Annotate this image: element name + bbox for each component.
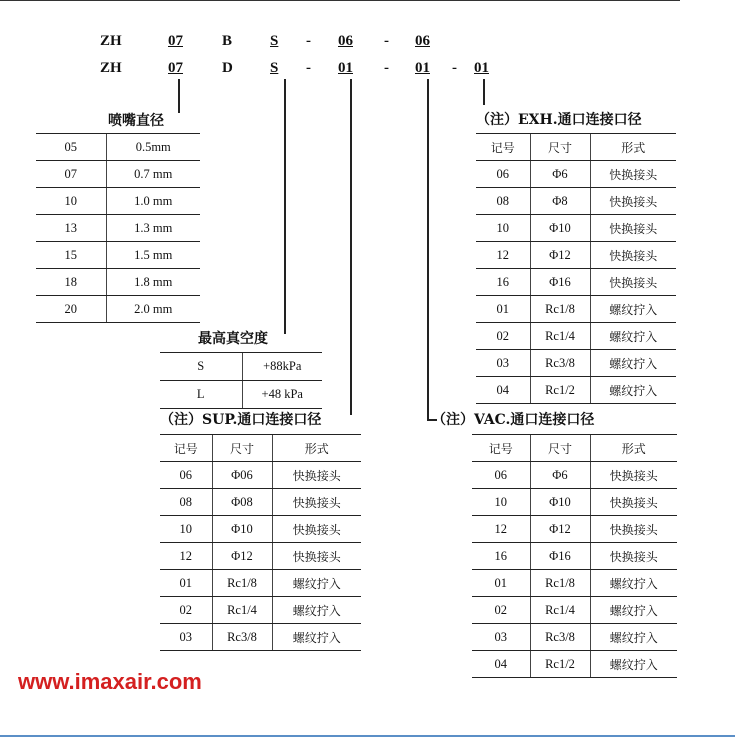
exh-title: （注）EXH.通口连接口径: [476, 112, 642, 128]
code-cell: 03: [160, 624, 212, 651]
size-cell: Φ16: [530, 543, 590, 570]
size-cell: Φ6: [530, 462, 590, 489]
form-cell: 快换接头: [590, 161, 676, 188]
form-cell: 螺纹拧入: [272, 597, 361, 624]
table-row: [36, 242, 200, 269]
size-cell: Φ12: [212, 543, 272, 570]
table-row: [472, 543, 677, 570]
size-cell: Rc3/8: [530, 624, 590, 651]
table-header-row: [476, 134, 676, 161]
size-cell: Rc3/8: [530, 350, 590, 377]
form-cell: 螺纹拧入: [590, 296, 676, 323]
code-cell: 12: [160, 543, 212, 570]
form-cell: 螺纹拧入: [590, 570, 677, 597]
size-cell: Rc1/4: [212, 597, 272, 624]
table-row: [160, 489, 361, 516]
value-cell: +88kPa: [242, 353, 322, 381]
size-cell: Φ10: [530, 489, 590, 516]
table-row: [472, 624, 677, 651]
pn1-series: ZH: [100, 33, 122, 49]
code-cell: 07: [36, 161, 106, 188]
form-cell: 快换接头: [590, 242, 676, 269]
table-row: [476, 296, 676, 323]
size-cell: Φ12: [530, 242, 590, 269]
code-cell: 01: [476, 296, 530, 323]
table-row: [160, 543, 361, 570]
form-cell: 快换接头: [590, 489, 677, 516]
table-row: [36, 269, 200, 296]
pn1-vacuum: S: [270, 33, 279, 49]
pn1-sup: 06: [338, 33, 353, 49]
table-row: [160, 570, 361, 597]
size-cell: Φ06: [212, 462, 272, 489]
bottom-rule: [0, 735, 735, 737]
header-form: 形式: [590, 134, 676, 161]
table-row: [160, 597, 361, 624]
form-cell: 快换接头: [590, 269, 676, 296]
pn2-vac: 01: [415, 60, 430, 76]
code-cell: 06: [472, 462, 530, 489]
table-row: [36, 134, 200, 161]
header-code: 记号: [476, 134, 530, 161]
pn2-type: D: [222, 60, 233, 76]
table-row: [476, 350, 676, 377]
code-cell: 10: [472, 489, 530, 516]
vacuum-title: 最高真空度: [198, 331, 268, 347]
table-row: [472, 489, 677, 516]
pn2-vacuum: S: [270, 60, 279, 76]
code-cell: 06: [476, 161, 530, 188]
code-cell: 02: [160, 597, 212, 624]
code-cell: 12: [472, 516, 530, 543]
code-cell: 16: [472, 543, 530, 570]
size-cell: 2.0 mm: [106, 296, 200, 323]
size-cell: Φ8: [530, 188, 590, 215]
size-cell: Rc1/2: [530, 651, 590, 678]
size-cell: Φ08: [212, 489, 272, 516]
table-row: [472, 570, 677, 597]
table-row: [476, 323, 676, 350]
sup-title: （注）SUP.通口连接口径: [160, 412, 322, 428]
size-cell: Rc1/2: [530, 377, 590, 404]
code-cell: 10: [36, 188, 106, 215]
size-cell: Rc1/4: [530, 597, 590, 624]
table-row: [472, 651, 677, 678]
code-cell: 12: [476, 242, 530, 269]
table-row: [476, 188, 676, 215]
form-cell: 螺纹拧入: [272, 570, 361, 597]
pn1-vac: 06: [415, 33, 430, 49]
table-row: [160, 381, 322, 409]
size-cell: Rc1/8: [530, 296, 590, 323]
form-cell: 螺纹拧入: [590, 377, 676, 404]
code-cell: 03: [472, 624, 530, 651]
pn2-exh: 01: [474, 60, 489, 76]
form-cell: 快换接头: [272, 543, 361, 570]
size-cell: 0.7 mm: [106, 161, 200, 188]
code-cell: 01: [472, 570, 530, 597]
form-cell: 快换接头: [272, 462, 361, 489]
header-size: 尺寸: [530, 435, 590, 462]
form-cell: 快换接头: [272, 489, 361, 516]
form-cell: 螺纹拧入: [590, 597, 677, 624]
vac-table: [472, 434, 677, 678]
size-cell: Φ6: [530, 161, 590, 188]
pn1-dash-2: -: [384, 33, 389, 49]
code-cell: 05: [36, 134, 106, 161]
size-cell: Rc1/8: [212, 570, 272, 597]
leader-nozzle: [178, 79, 180, 113]
table-header-row: [160, 435, 361, 462]
code-cell: 06: [160, 462, 212, 489]
code-cell: 13: [36, 215, 106, 242]
pn2-dash-1: -: [306, 60, 311, 76]
code-cell: 03: [476, 350, 530, 377]
vacuum-table: [160, 352, 322, 409]
table-row: [472, 516, 677, 543]
size-cell: 1.8 mm: [106, 269, 200, 296]
table-row: [160, 462, 361, 489]
size-cell: 1.3 mm: [106, 215, 200, 242]
form-cell: 快换接头: [590, 543, 677, 570]
pn1-dash-1: -: [306, 33, 311, 49]
header-size: 尺寸: [212, 435, 272, 462]
code-cell: 02: [472, 597, 530, 624]
pn1-nozzle: 07: [168, 33, 183, 49]
form-cell: 螺纹拧入: [590, 323, 676, 350]
top-rule: [0, 0, 680, 1]
leader-vac-v: [427, 79, 429, 420]
leader-vacuum: [284, 79, 286, 334]
size-cell: Rc1/4: [530, 323, 590, 350]
code-cell: 16: [476, 269, 530, 296]
code-cell: 18: [36, 269, 106, 296]
code-cell: 02: [476, 323, 530, 350]
code-cell: S: [160, 353, 242, 381]
code-cell: 01: [160, 570, 212, 597]
header-size: 尺寸: [530, 134, 590, 161]
sup-table: [160, 434, 361, 651]
table-row: [36, 215, 200, 242]
table-row: [476, 161, 676, 188]
vac-title: （注）VAC.通口连接口径: [432, 412, 595, 428]
pn2-dash-2: -: [384, 60, 389, 76]
website-url[interactable]: www.imaxair.com: [18, 669, 202, 694]
exh-table: [476, 133, 676, 404]
pn2-dash-3: -: [452, 60, 457, 76]
table-row: [472, 462, 677, 489]
code-cell: 04: [472, 651, 530, 678]
size-cell: 1.0 mm: [106, 188, 200, 215]
form-cell: 螺纹拧入: [590, 350, 676, 377]
form-cell: 快换接头: [590, 188, 676, 215]
code-cell: 10: [160, 516, 212, 543]
nozzle-table: [36, 133, 200, 323]
size-cell: 0.5mm: [106, 134, 200, 161]
table-row: [36, 161, 200, 188]
size-cell: Φ12: [530, 516, 590, 543]
header-form: 形式: [272, 435, 361, 462]
form-cell: 快换接头: [590, 215, 676, 242]
table-row: [160, 516, 361, 543]
size-cell: Φ16: [530, 269, 590, 296]
form-cell: 快换接头: [590, 462, 677, 489]
size-cell: 1.5 mm: [106, 242, 200, 269]
code-cell: 20: [36, 296, 106, 323]
leader-sup: [350, 79, 352, 415]
form-cell: 快换接头: [272, 516, 361, 543]
table-row: [36, 188, 200, 215]
leader-exh: [483, 79, 485, 105]
size-cell: Rc1/8: [530, 570, 590, 597]
table-row: [160, 353, 322, 381]
table-row: [476, 269, 676, 296]
table-row: [160, 624, 361, 651]
form-cell: 螺纹拧入: [590, 624, 677, 651]
value-cell: +48 kPa: [242, 381, 322, 409]
table-row: [476, 215, 676, 242]
form-cell: 快换接头: [590, 516, 677, 543]
header-form: 形式: [590, 435, 677, 462]
table-header-row: [472, 435, 677, 462]
size-cell: Φ10: [530, 215, 590, 242]
code-cell: 04: [476, 377, 530, 404]
pn1-type: B: [222, 33, 233, 49]
code-cell: 10: [476, 215, 530, 242]
table-row: [472, 597, 677, 624]
pn2-nozzle: 07: [168, 60, 183, 76]
code-cell: L: [160, 381, 242, 409]
table-row: [476, 377, 676, 404]
size-cell: Rc3/8: [212, 624, 272, 651]
code-cell: 08: [160, 489, 212, 516]
code-cell: 15: [36, 242, 106, 269]
size-cell: Φ10: [212, 516, 272, 543]
table-row: [36, 296, 200, 323]
header-code: 记号: [160, 435, 212, 462]
pn2-series: ZH: [100, 60, 122, 76]
form-cell: 螺纹拧入: [272, 624, 361, 651]
header-code: 记号: [472, 435, 530, 462]
nozzle-title: 喷嘴直径: [108, 113, 164, 129]
code-cell: 08: [476, 188, 530, 215]
form-cell: 螺纹拧入: [590, 651, 677, 678]
pn2-sup: 01: [338, 60, 353, 76]
table-row: [476, 242, 676, 269]
